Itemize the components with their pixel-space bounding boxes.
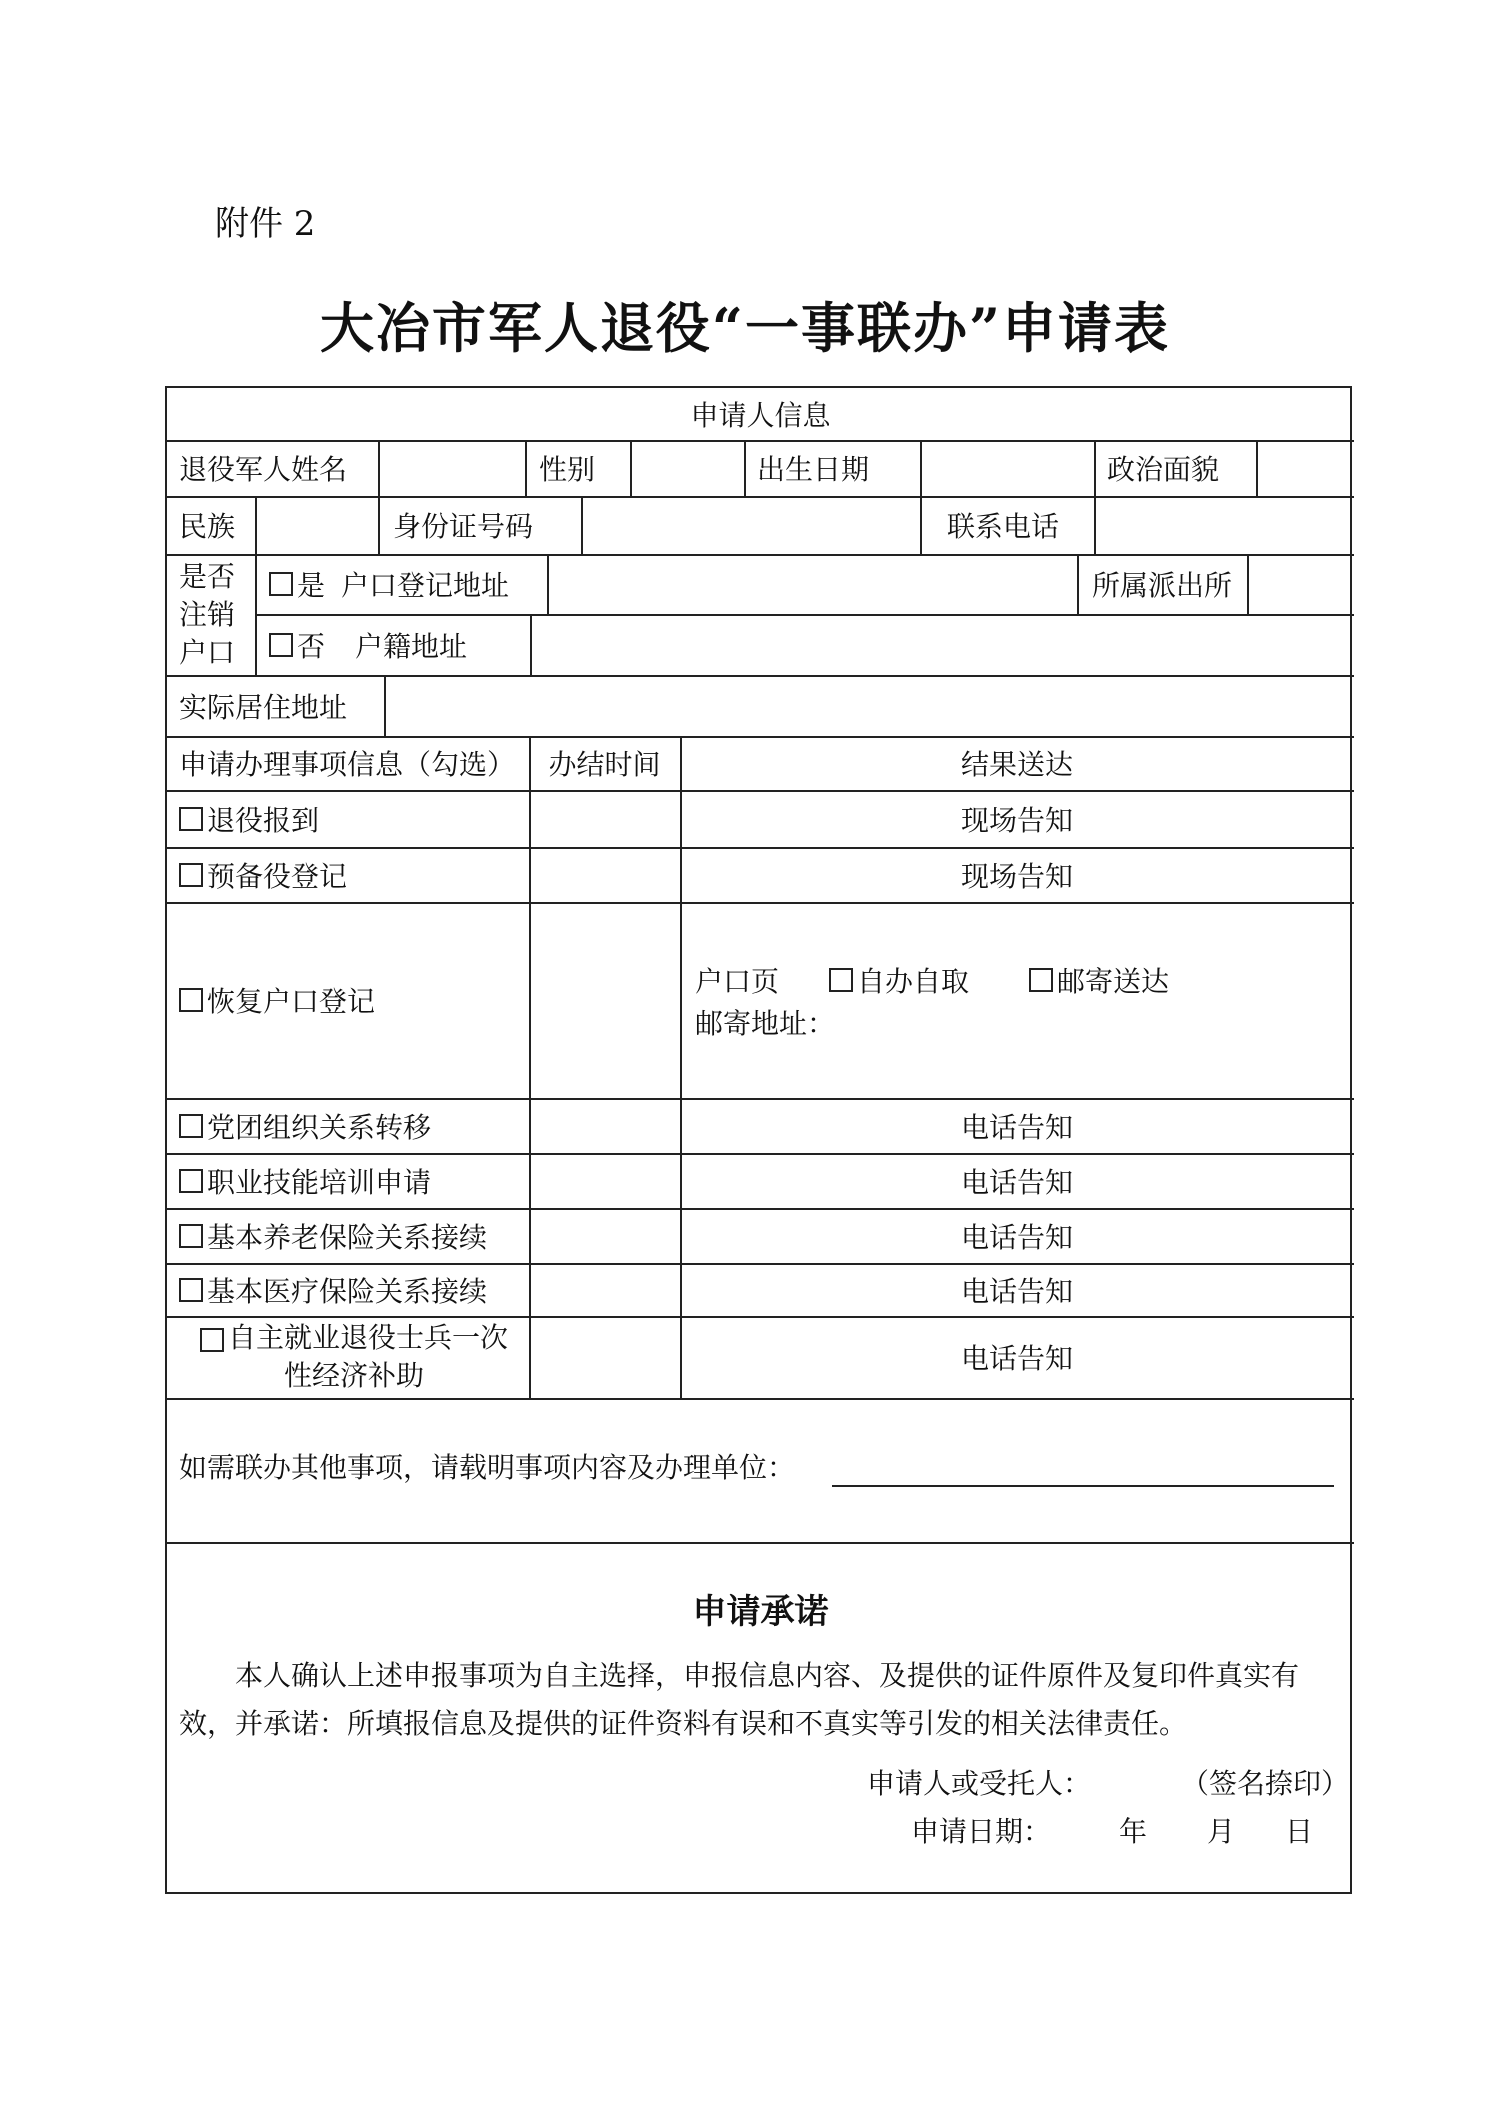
matter-checkbox[interactable] [179,1114,203,1138]
birth-label: 出生日期 [757,453,870,486]
matters-result-header: 结果送达 [960,748,1073,781]
police-field[interactable] [1247,554,1354,614]
matter-result: 电话告知 [960,1342,1073,1375]
police-label: 所属派出所 [1091,569,1232,602]
name-label: 退役军人姓名 [179,453,348,486]
ethnic-field[interactable] [255,496,378,554]
matters-item-header: 申请办理事项信息（勾选） [179,748,516,781]
phone-field[interactable] [1094,496,1354,554]
matter-checkbox[interactable] [179,807,203,831]
yes-label: 是 [297,569,326,602]
promise-text: 本人确认上述申报事项为自主选择，申报信息内容、及提供的证件原件及复印件真实有效，并承诺：所填报信息及提供的证件资料有误和不真实等引发的相关法律责任。 [179,1659,1300,1740]
matter-label: 职业技能培训申请 [207,1165,432,1199]
self-pickup-checkbox[interactable] [829,968,853,992]
hukou-page-options [695,960,1335,1000]
matter-result: 电话告知 [960,1274,1073,1308]
promise-title: 申请承诺 [692,1591,829,1632]
matter-row[interactable] [179,1208,529,1263]
matter-checkbox[interactable] [179,1224,203,1248]
matter-row[interactable] [179,1263,529,1316]
residence-field[interactable] [384,675,1354,736]
self-pickup-label: 自办自取 [857,965,970,998]
political-label: 政治面貌 [1107,453,1220,486]
matter-result: 电话告知 [960,1220,1073,1254]
matter-result: 现场告知 [960,803,1073,837]
matter-result: 电话告知 [960,1110,1073,1144]
matter-label: 退役报到 [207,803,320,837]
hukou-reg-label: 户口登记地址 [341,569,510,602]
residence-label: 实际居住地址 [179,690,348,724]
cancel-yes-option[interactable] [269,554,547,614]
ethnic-label: 民族 [179,510,236,543]
hukou-field[interactable] [530,614,1354,675]
matter-row[interactable] [179,1098,529,1153]
yes-checkbox[interactable] [269,572,293,596]
matter-checkbox[interactable] [200,1328,224,1352]
matter-checkbox[interactable] [179,988,203,1012]
matter-result: 现场告知 [960,859,1073,893]
day-label: 日 [1285,1815,1314,1848]
section-title: 申请人信息 [690,399,831,432]
gender-field[interactable] [630,440,744,496]
matters-time-header: 办结时间 [548,748,661,781]
gender-label: 性别 [539,453,596,486]
form-title: 大冶市军人退役“一事联办”申请表 [319,296,1171,360]
matter-label: 恢复户口登记 [207,985,376,1018]
other-matters-line[interactable] [832,1485,1334,1487]
matter-label: 党团组织关系转移 [207,1110,432,1144]
matter-row[interactable] [179,902,529,1098]
hukou-page-label: 户口页 [695,965,780,998]
matter-row[interactable] [179,847,529,902]
phone-label: 联系电话 [947,510,1060,543]
name-field[interactable] [378,440,525,496]
hukou-label: 户籍地址 [355,629,468,663]
other-matters-label: 如需联办其他事项，请载明事项内容及办理单位： [179,1451,796,1484]
matter-label: 预备役登记 [207,859,348,893]
matter-label: 基本养老保险关系接续 [207,1220,488,1254]
political-field[interactable] [1256,440,1354,496]
birth-field[interactable] [920,440,1094,496]
application-form [165,386,1352,1894]
matter-checkbox[interactable] [179,1278,203,1302]
id-field[interactable] [581,496,920,554]
signer-label: 申请人或受托人： [867,1767,1092,1800]
attachment-label: 附件 2 [215,204,316,244]
no-checkbox[interactable] [269,633,293,657]
matter-label-line2: 性经济补助 [283,1359,424,1392]
year-label: 年 [1119,1815,1148,1848]
matter-checkbox[interactable] [179,863,203,887]
matter-result: 电话告知 [960,1165,1073,1199]
mail-delivery-checkbox[interactable] [1029,968,1053,992]
matter-label: 基本医疗保险关系接续 [207,1274,488,1308]
matter-checkbox[interactable] [179,1169,203,1193]
sign-note: （签名捺印） [1181,1767,1350,1800]
id-label: 身份证号码 [393,510,534,543]
matter-row[interactable] [179,1316,529,1398]
matter-row[interactable] [179,1153,529,1208]
no-label: 否 [297,629,326,663]
hukou-reg-field[interactable] [547,554,1077,614]
matter-row[interactable] [179,790,529,847]
mail-delivery-label: 邮寄送达 [1057,965,1170,998]
cancel-no-option[interactable] [269,614,530,675]
cancel-hukou-label: 是否注销户口 [179,559,236,669]
month-label: 月 [1207,1815,1236,1848]
mail-address-label: 邮寄地址： [695,1007,836,1040]
date-label: 申请日期： [911,1815,1052,1848]
matter-label-line1: 自主就业退役士兵一次 [227,1321,508,1354]
